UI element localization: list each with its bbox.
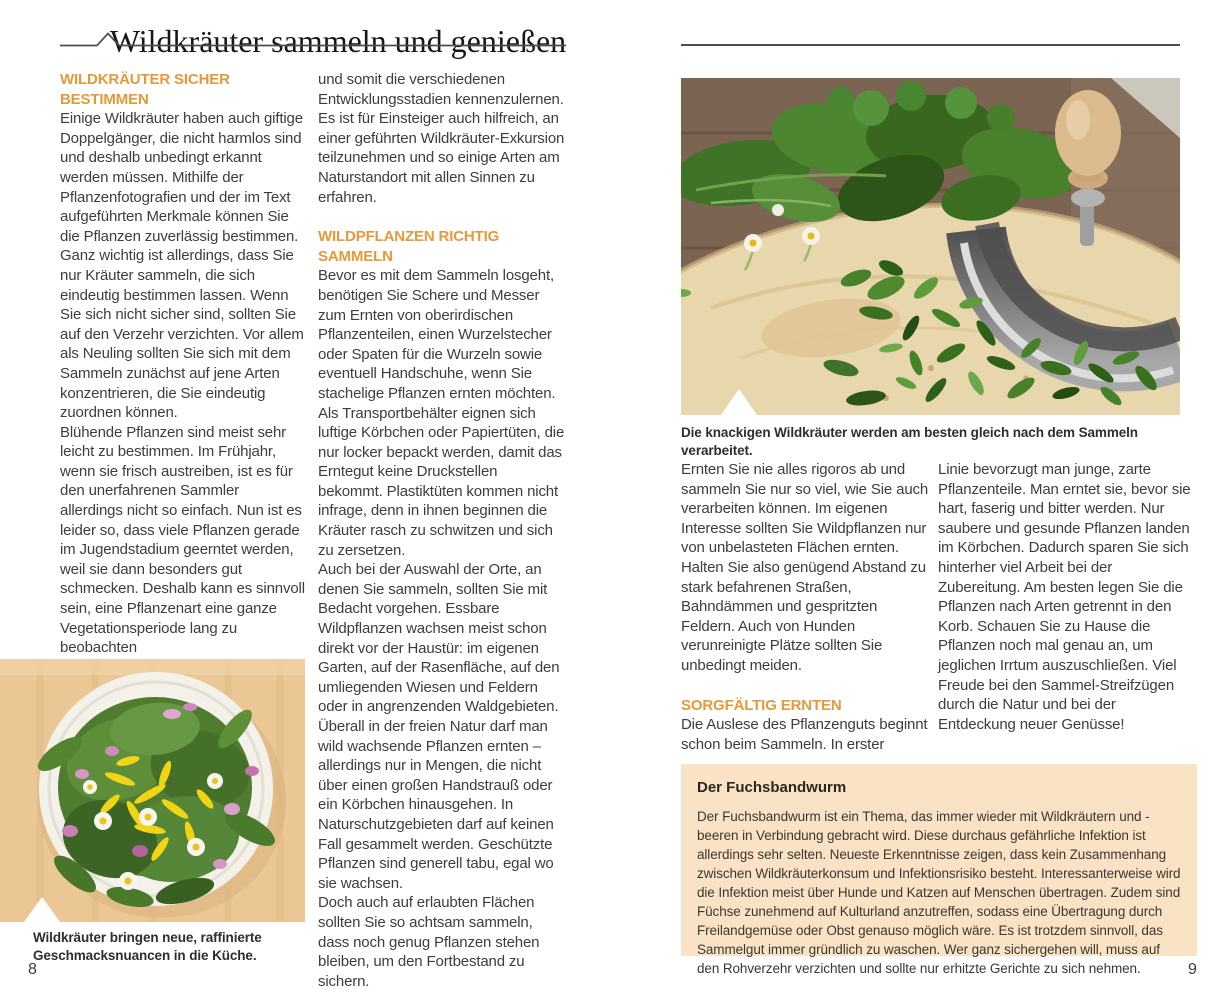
infobox-title: Der Fuchsbandwurm <box>697 779 847 796</box>
body-paragraph: Linie bevorzugt man junge, zarte Pflanzenteile. Man erntet sie, bevor sie hart, faserig und bitter werden. Nur saubere und gesunde Pflanzen landen im Körbchen. Dadurch sparen Sie sich hinterher viel Arbeit bei der Zubereitung. Am besten legen Sie die Pflanzen nach Arten getrennt in den Korb. Schauen Sie zu Hause die Pflanzen noch mal genau an, um jeglichen Irrtum auszuschließen. Viel Freude bei den Sammel-Streifzügen durch die Natur und bei der Entdeckung neuer Genüsse! <box>938 461 1191 733</box>
title-rule-with-peak <box>60 32 566 48</box>
section-heading-sammeln: WILDPFLANZEN RICHTIG SAMMELN <box>318 228 500 265</box>
right-page-rule <box>681 44 1180 46</box>
infobox-body: Der Fuchsbandwurm ist ein Thema, das immer wieder mit Wildkräutern und -beeren in Verbindung gebracht wird. Diese durchaus gefährliche Infektion ist allerdings sehr selten. Neueste Erkenntnisse zeigen, dass kein Zusammenhang zwischen Wildkräuterkonsum und Infektionsrisiko besteht. Interessanterweise wird die Infektion meist über Hunde und Katzen auf Menschen übertragen. Zudem sind Füchse zunehmend auf Kulturland anzutreffen, sodass eine Übertragung durch Freilandgemüse oder Obst genauso möglich wäre. Es ist trotzdem sinnvoll, das Sammelgut immer gründlich zu waschen. Wer ganz sichergehen will, muss auf den Rohverzehr verzichten und sollte nur erhitzte Gerichte zu sich nehmen. <box>697 809 1181 976</box>
page-number-right: 9 <box>1188 961 1197 978</box>
fuchsbandwurm-infobox <box>681 764 1197 976</box>
herb-salad-photo <box>0 659 305 922</box>
section-heading-ernten: SORGFÄLTIG ERNTEN <box>681 696 842 714</box>
left-page-column-2 <box>318 70 566 991</box>
section-heading-bestimmen: WILDKRÄUTER SICHER BESTIMMEN <box>60 71 230 108</box>
left-photo-caption: Wildkräuter bringen neue, raffinierte Geschmacksnuancen in die Küche. <box>33 930 262 963</box>
body-paragraph: Doch auch auf erlaubten Flächen sollten Sie so achtsam sammeln, dass noch genug Pflanzen stehen bleiben, um den Fortbestand zu sichern. <box>318 894 540 990</box>
body-paragraph: Auch bei der Auswahl der Orte, an denen Sie sammeln, sollten Sie mit Bedacht vorgehen. Essbare Wildpflanzen wachsen meist schon direkt vor der Haustür: im eigenen Garten, auf der Rasenfläche, auf den umliegenden Wiesen und Feldern oder in angrenzenden Waldgebieten. Überall in der freien Natur darf man wild wachsende Pflanzen ernten – allerdings nur in Mengen, die nicht über einen großen Handstrauß oder ein Körbchen hinausgehen. In Naturschutzgebieten darf auf keinen Fall gesammelt werden. Geschützte Pflanzen sind generell tabu, egal wo sie wachsen. <box>318 561 560 892</box>
body-paragraph: Als Transportbehälter eignen sich luftige Körbchen oder Papiertüten, die nur locker bepackt werden, damit das Erntegut keine Druckstellen bekommt. Plastiktüten kommen nicht infrage, denn in ihnen beginnen die Kräuter rasch zu schwitzen und sich zu zersetzen. <box>318 404 565 559</box>
body-paragraph: Ernten Sie nie alles rigoros ab und sammeln Sie nur so viel, wie Sie auch verarbeiten können. Im eigenen Interesse sollten Sie Wildpflanzen nur von unbelasteten Flächen ernten. Halten Sie also genügend Abstand zu stark befahrenen Straßen, Bahndämmen und gespritzten Feldern. Auch von Hunden verunreinigte Plätze sollten Sie unbedingt meiden. <box>681 461 929 674</box>
body-paragraph: Einige Wildkräuter haben auch giftige Doppelgänger, die nicht harmlos sind und deshalb unbedingt erkannt werden müssen. Mithilfe der Pflanzenfotografien und der im Text aufgeführten Merkmale können Sie die Pflanzen zuverlässig bestimmen. Ganz wichtig ist allerdings, dass Sie nur Kräuter sammeln, die sich eindeutig bestimmen lassen. Wenn Sie sich nicht sicher sind, sollten Sie auf den Verzehr verzichten. Vor allem als Neuling sollten Sie sich mit dem Sammeln zunächst auf jene Arten konzentrieren, die Sie eindeutig zuordnen können. <box>60 110 304 422</box>
right-page-column-1 <box>681 460 929 754</box>
right-photo-caption: Die knackigen Wildkräuter werden am besten gleich nach dem Sammeln verarbeitet. <box>681 425 1138 458</box>
herb-chopping-photo <box>681 78 1180 415</box>
page-title: Wildkräuter sammeln und genießen <box>109 23 567 60</box>
right-page-column-2 <box>938 460 1196 734</box>
left-page-column-1 <box>60 70 305 658</box>
body-paragraph: Bevor es mit dem Sammeln losgeht, benötigen Sie Schere und Messer zum Ernten von oberirdischen Pflanzenteilen, einen Wurzelstecher oder Spaten für die Wurzeln sowie eventuell Handschuhe, wenn Sie stachelige Pflanzen ernten möchten. <box>318 267 556 402</box>
body-paragraph: Blühende Pflanzen sind meist sehr leicht zu bestimmen. Im Frühjahr, wenn sie frisch austreiben, ist es für den unerfahrenen Sammler allerdings nicht so einfach. Nun ist es leider so, dass viele Pflanzen gerade im Jugendstadium geerntet werden, weil sie dann besonders gut schmecken. Deshalb kann es sinnvoll sein, eine Pflanzenart eine ganze Vegetationsperiode lang zu beobachten <box>60 423 305 657</box>
body-paragraph: und somit die verschiedenen Entwicklungsstadien kennenzulernen. Es ist für Einsteiger auch hilfreich, an einer geführten Wildkräuter-Exkursion teilzunehmen und so einige Arten am Naturstandort mit allen Sinnen zu erfahren. <box>318 71 565 206</box>
page-number-left: 8 <box>28 961 37 978</box>
body-paragraph: Die Auslese des Pflanzenguts beginnt schon beim Sammeln. In erster <box>681 716 928 753</box>
